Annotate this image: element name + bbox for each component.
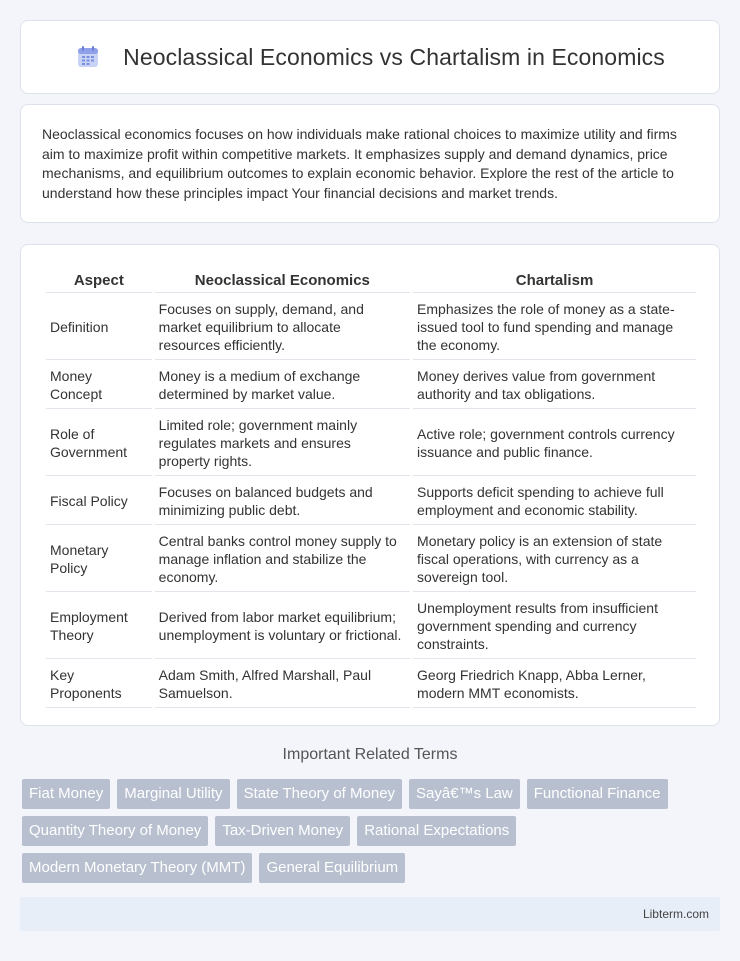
chartalism-cell: Supports deficit spending to achieve full employment and economic stability. bbox=[413, 478, 696, 525]
footer bbox=[20, 897, 720, 931]
header-card bbox=[20, 20, 720, 94]
comparison-table bbox=[43, 265, 699, 710]
intro-text: Neoclassical economics focuses on how individuals make rational choices to maximize utility and firms aim to maximize profit within competitive markets. It emphasizes supply and demand dynamics, price mechanisms, and equilibrium outcomes to explain economic behavior. Explore the rest of the article to understand how these principles impact Your financial decisions and market trends. bbox=[42, 126, 677, 201]
column-header: Chartalism bbox=[413, 267, 696, 293]
tag-modern-monetary-theory[interactable]: Modern Monetary Theory (MMT) bbox=[22, 853, 252, 883]
chartalism-cell: Emphasizes the role of money as a state-issued tool to fund spending and manage the economy. bbox=[413, 295, 696, 360]
table-row bbox=[46, 594, 696, 659]
tag-functional-finance[interactable]: Functional Finance bbox=[527, 779, 668, 809]
tag-fiat-money[interactable]: Fiat Money bbox=[22, 779, 110, 809]
chartalism-cell: Money derives value from government authority and tax obligations. bbox=[413, 362, 696, 409]
tag-general-equilibrium[interactable]: General Equilibrium bbox=[259, 853, 405, 883]
aspect-cell: Money Concept bbox=[46, 362, 152, 409]
tag-rational-expectations[interactable]: Rational Expectations bbox=[357, 816, 516, 846]
footer-site-link[interactable]: Libterm.com bbox=[642, 907, 709, 921]
neoclassical-cell: Money is a medium of exchange determined by market value. bbox=[155, 362, 410, 409]
table-row bbox=[46, 478, 696, 525]
neoclassical-cell: Adam Smith, Alfred Marshall, Paul Samuelson. bbox=[155, 661, 410, 708]
table-row bbox=[46, 295, 696, 360]
column-header: Aspect bbox=[46, 267, 152, 293]
table-row bbox=[46, 661, 696, 708]
aspect-cell: Employment Theory bbox=[46, 594, 152, 659]
chartalism-cell: Georg Friedrich Knapp, Abba Lerner, modern MMT economists. bbox=[413, 661, 696, 708]
tag-tax-driven-money[interactable]: Tax-Driven Money bbox=[215, 816, 350, 846]
tag-state-theory-of-money[interactable]: State Theory of Money bbox=[237, 779, 402, 809]
neoclassical-cell: Focuses on balanced budgets and minimizing public debt. bbox=[155, 478, 410, 525]
chartalism-cell: Active role; government controls currency issuance and public finance. bbox=[413, 411, 696, 476]
table-row bbox=[46, 411, 696, 476]
neoclassical-cell: Central banks control money supply to manage inflation and stabilize the economy. bbox=[155, 527, 410, 592]
neoclassical-cell: Derived from labor market equilibrium; unemployment is voluntary or frictional. bbox=[155, 594, 410, 659]
table-header-row bbox=[46, 267, 696, 293]
column-header: Neoclassical Economics bbox=[155, 267, 410, 293]
chartalism-cell: Monetary policy is an extension of state fiscal operations, with currency as a sovereign tool. bbox=[413, 527, 696, 592]
related-terms-title: Important Related Terms bbox=[282, 746, 458, 763]
calendar-grid-icon bbox=[75, 44, 101, 70]
aspect-cell: Key Proponents bbox=[46, 661, 152, 708]
aspect-cell: Role of Government bbox=[46, 411, 152, 476]
tag-marginal-utility[interactable]: Marginal Utility bbox=[117, 779, 229, 809]
table-row bbox=[46, 362, 696, 409]
aspect-cell: Fiscal Policy bbox=[46, 478, 152, 525]
tag-says-law[interactable]: Sayâ€™s Law bbox=[409, 779, 520, 809]
intro-card bbox=[20, 104, 720, 223]
aspect-cell: Definition bbox=[46, 295, 152, 360]
neoclassical-cell: Focuses on supply, demand, and market equilibrium to allocate resources efficiently. bbox=[155, 295, 410, 360]
related-terms-tags bbox=[22, 779, 722, 890]
chartalism-cell: Unemployment results from insufficient government spending and currency constraints. bbox=[413, 594, 696, 659]
aspect-cell: Monetary Policy bbox=[46, 527, 152, 592]
tag-quantity-theory-of-money[interactable]: Quantity Theory of Money bbox=[22, 816, 208, 846]
page-title: Neoclassical Economics vs Chartalism in Economics bbox=[123, 43, 665, 70]
table-row bbox=[46, 527, 696, 592]
comparison-table-card bbox=[20, 244, 720, 726]
neoclassical-cell: Limited role; government mainly regulates markets and ensures property rights. bbox=[155, 411, 410, 476]
